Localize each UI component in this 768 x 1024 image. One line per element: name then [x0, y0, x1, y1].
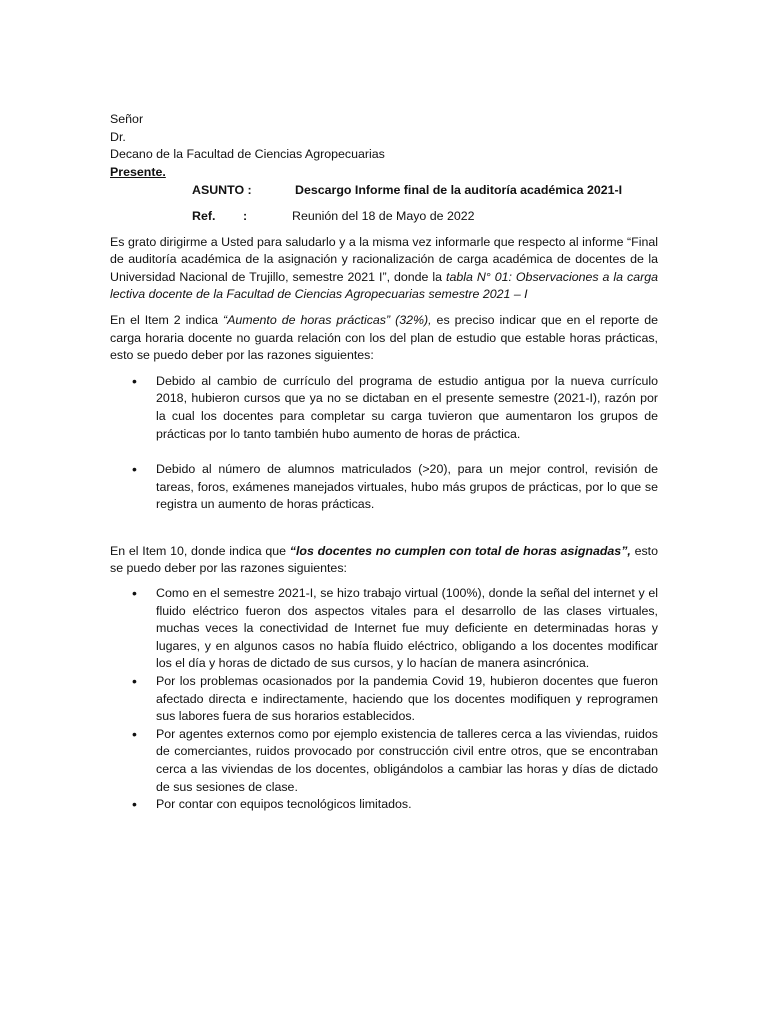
list-item — [110, 726, 658, 796]
list-item-text: Por los problemas ocasionados por la pandemia Covid 19, hubieron docentes que fueron afectado directa e indirectamente, haciendo que los docentes modifiquen y reprogramen sus labores fuera de sus horarios establecidos. — [156, 674, 658, 724]
title-dr: Dr. — [110, 129, 126, 144]
bullet-icon: • — [132, 796, 137, 813]
item10-post: esto se puedo deber por las razones siguientes: — [110, 543, 658, 576]
list-item — [110, 373, 658, 443]
list-item-text: Como en el semestre 2021-I, se hizo trabajo virtual (100%), donde la señal del internet y el fluido eléctrico fueron dos aspectos vitales para el desarrollo de las clases virtuales, muchas veces la conectividad de Internet fue muy deficiente en determinadas horas y lugares, y en algunos casos no había fluido eléctrico, obligando a los docentes modificar los el día y horas de dictado de sus cursos, y lo hacían de manera asincrónica. — [156, 586, 658, 671]
item10-bold-italic: “los docentes no cumplen con total de horas asignadas”, — [289, 543, 631, 558]
bullet-icon: • — [132, 673, 137, 690]
list-item-text: Por contar con equipos tecnológicos limitados. — [156, 797, 412, 812]
recipient-position: Decano de la Facultad de Ciencias Agropecuarias — [110, 147, 385, 162]
asunto-row — [110, 182, 658, 200]
item10-paragraph — [110, 543, 658, 578]
item2-paragraph — [110, 312, 658, 365]
bullet-icon: • — [132, 725, 137, 742]
list-item-text: Debido al cambio de currículo del programa de estudio antigua por la nueva currículo 2018, hubieron cursos que ya no se dictaban en el presente semestre (2021-I), razón por la cual los docentes para completar su carga tuvieron que aumentaron los grupos de prácticas por lo tanto también hubo aumento de horas de práctica. — [156, 373, 658, 441]
intro-text: Es grato dirigirme a Usted para saludarlo y a la misma vez informarle que respecto al informe “Final de auditoría académica de la asignación y racionalización de carga académica de docentes de la Universidad Nacional de Trujillo, semestre 2021 I”, donde la — [110, 234, 658, 284]
item10-reasons-list — [110, 585, 658, 814]
ref-label: Ref. : — [192, 208, 248, 223]
list-item — [110, 585, 658, 673]
intro-italic-text: tabla N° 01: Observaciones a la carga lectiva docente de la Facultad de Ciencias Agropecuarias semestre 2021 – I — [110, 269, 658, 302]
bullet-icon: • — [132, 585, 137, 602]
intro-paragraph — [110, 234, 658, 304]
list-item — [110, 673, 658, 726]
bullet-icon: • — [132, 372, 137, 389]
item2-post: es preciso indicar que en el reporte de carga horaria docente no guarda relación con los del plan de estudio que estable horas prácticas, esto se puedo deber por las razones siguientes: — [110, 312, 659, 363]
asunto-value: Descargo Informe final de la auditoría académica 2021-I — [295, 183, 623, 198]
asunto-label: ASUNTO : — [192, 183, 252, 198]
letter-body — [110, 111, 658, 814]
ref-row — [110, 208, 658, 226]
list-item — [110, 461, 658, 514]
list-item — [110, 796, 658, 814]
list-item-text: Debido al número de alumnos matriculados (>20), para un mejor control, revisión de tareas, foros, exámenes manejados virtuales, hubo más grupos de prácticas, por lo que se registra un aumento de horas prácticas. — [156, 462, 658, 512]
item2-reasons-list — [110, 373, 658, 514]
ref-value: Reunión del 18 de Mayo de 2022 — [292, 208, 475, 223]
item2-italic: “Aumento de horas prácticas” (32%), — [223, 312, 432, 327]
list-item-text: Por agentes externos como por ejemplo existencia de talleres cerca a las viviendas, ruidos de comerciantes, ruidos provocado por construcción civil entre otros, que se encontraban cerca a las viviendas de los docentes, obligándolos a cambiar las horas y días de dictado de sus sesiones de clase. — [156, 726, 658, 794]
salutation: Señor — [110, 112, 144, 126]
presente-line: Presente. — [110, 164, 166, 179]
item10-pre: En el Item 10, donde indica que — [110, 543, 290, 558]
item2-pre: En el Item 2 indica — [110, 312, 224, 327]
bullet-icon: • — [132, 461, 137, 478]
